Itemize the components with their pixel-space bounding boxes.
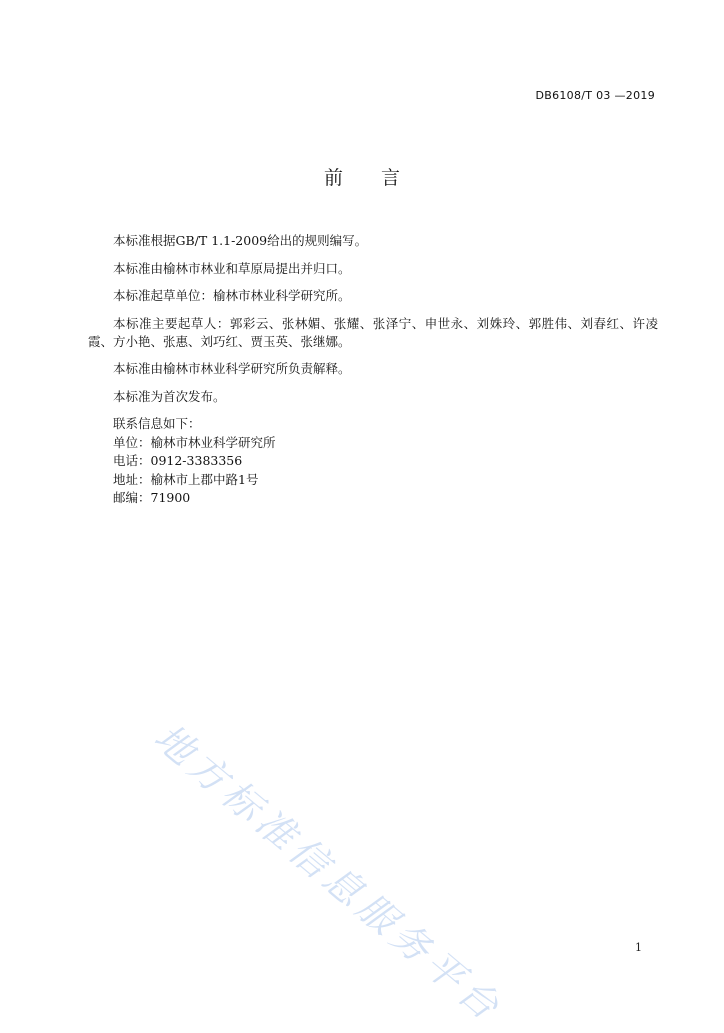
paragraph-rules: 本标准根据GB/T 1.1-2009给出的规则编写。 [113,233,368,248]
page-title: 前言 [323,167,438,189]
contact-unit: 单位：榆林市林业科学研究所 [113,434,276,450]
paragraph-first-release: 本标准为首次发布。 [113,388,226,404]
contact-address: 地址：榆林市上郡中路1号 [113,471,259,487]
contact-info [88,415,658,508]
contact-phone: 电话：0912-3383356 [113,453,243,468]
contact-heading: 联系信息如下： [113,416,201,431]
paragraph-drafting-unit: 本标准起草单位：榆林市林业科学研究所。 [113,288,351,303]
paragraph-proposer: 本标准由榆林市林业和草原局提出并归口。 [113,260,351,276]
paragraph-drafters: 本标准主要起草人：郭彩云、张林媚、张耀、张泽宁、申世永、刘姝玲、郭胜伟、刘春红、许凌霞、方小艳、张惠、刘巧红、贾玉英、张继娜。 [88,315,658,349]
contact-postcode: 邮编：71900 [113,490,191,505]
page-number: 1 [635,941,642,954]
standard-code: DB6108/T 03 —2019 [535,89,655,102]
document-body [88,232,658,508]
watermark: 地方标准信息服务平台 [145,714,512,1032]
paragraph-interpretation: 本标准由榆林市林业科学研究所负责解释。 [113,361,351,376]
